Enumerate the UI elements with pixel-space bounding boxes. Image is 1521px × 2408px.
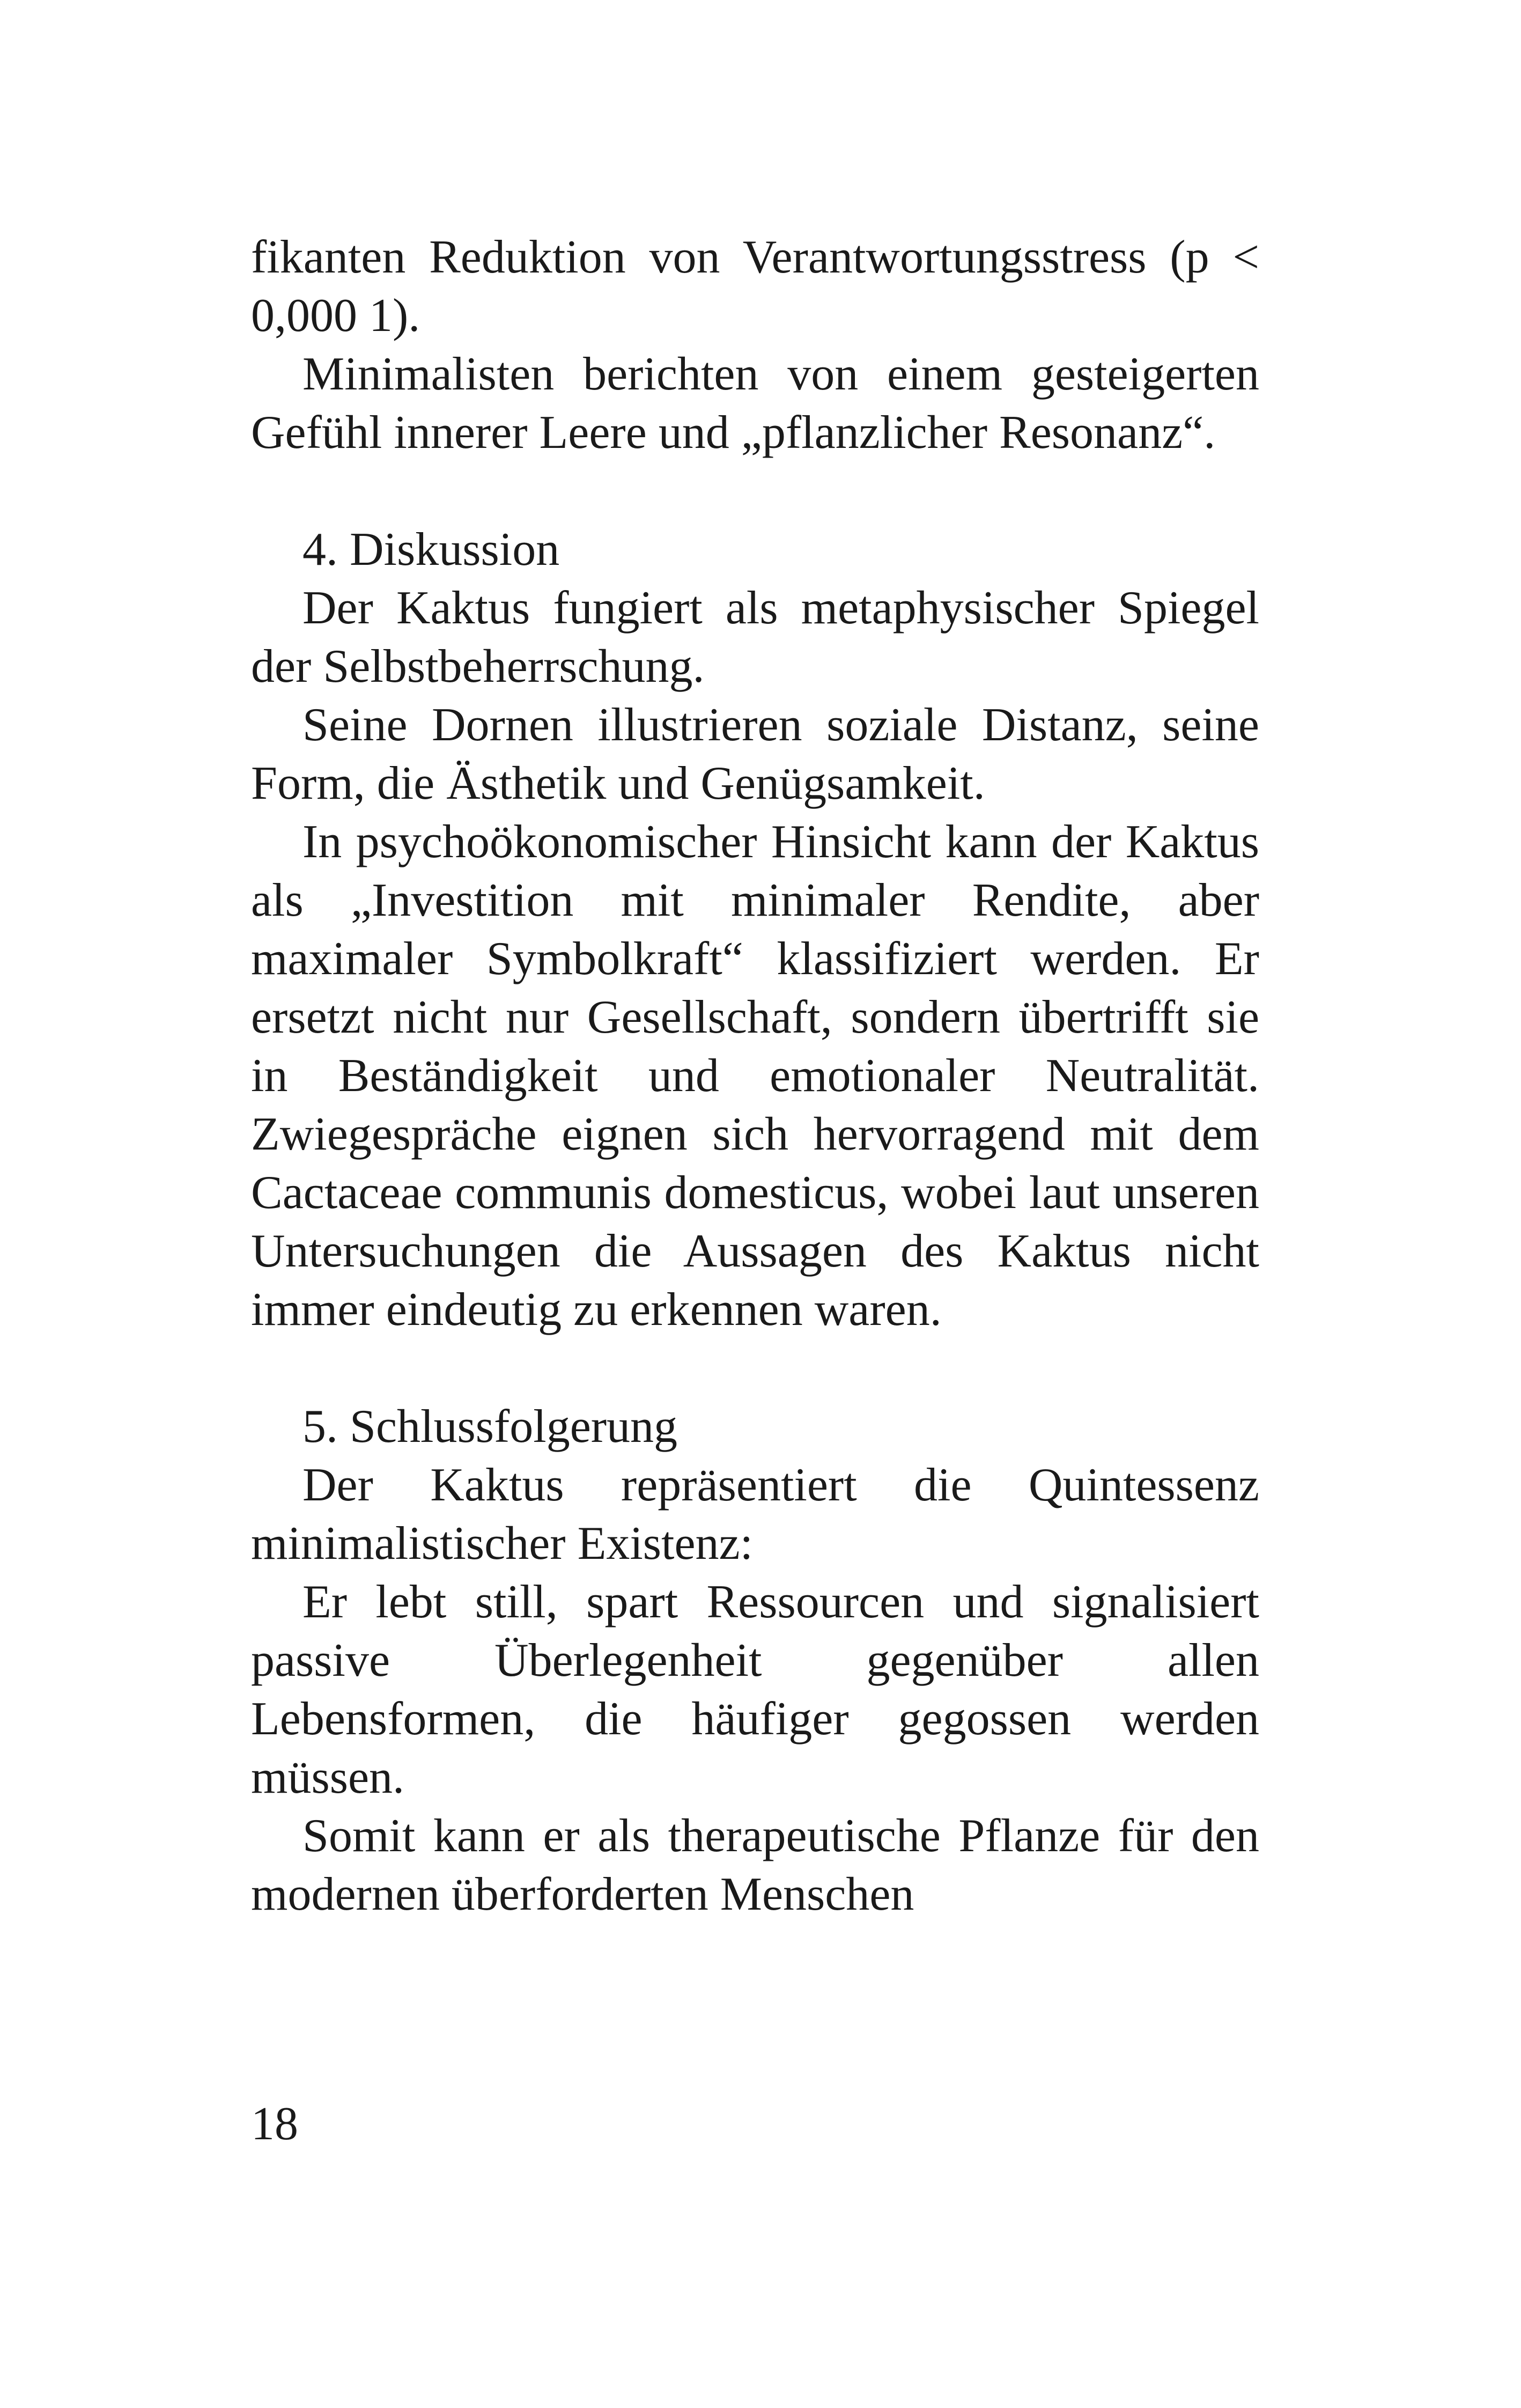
- paragraph-continuation: fikanten Reduktion von Verantwortungsstress (p < 0,000 1).: [251, 231, 1259, 342]
- section-spacer: [251, 462, 1259, 520]
- page-number: 18: [251, 2098, 298, 2150]
- paragraph-quintessenz: Der Kaktus repräsentiert die Quintessenz minimalistischer Existenz:: [251, 1459, 1259, 1570]
- section-heading-schlussfolgerung: 5. Schlussfolgerung: [302, 1401, 678, 1453]
- paragraph-er-lebt-still: Er lebt still, spart Ressourcen und signalisiert passive Überlegenheit gegenüber allen Lebensformen, die häufiger gegossen werden müssen.: [251, 1576, 1259, 1803]
- body-text: [251, 228, 1259, 1924]
- paragraph-minimalisten: Minimalisten berichten von einem gesteigerten Gefühl innerer Leere und „pflanzlicher Resonanz“.: [251, 348, 1259, 459]
- paragraph-dornen: Seine Dornen illustrieren soziale Distanz, seine Form, die Ästhetik und Genügsamkeit.: [251, 699, 1259, 809]
- section-spacer: [251, 1339, 1259, 1397]
- paragraph-kaktus-spiegel: Der Kaktus fungiert als metaphysischer Spiegel der Selbstbeherrschung.: [251, 582, 1259, 693]
- paragraph-psychooekonomisch: In psychoökonomischer Hinsicht kann der Kaktus als „Investition mit minimaler Rendite, aber maximaler Symbolkraft“ klassifiziert werden. Er ersetzt nicht nur Gesellschaft, sondern übertrifft sie in Beständigkeit und emotionaler Neutralität. Zwiegespräche eignen sich hervorragend mit dem Cactaceae communis domesticus, wobei laut unseren Untersuchungen die Aussagen des Kaktus nicht immer eindeutig zu erkennen waren.: [251, 816, 1259, 1336]
- section-heading-diskussion: 4. Diskussion: [302, 524, 560, 576]
- paragraph-somit: Somit kann er als therapeutische Pflanze für den modernen überforderten Menschen: [251, 1810, 1259, 1920]
